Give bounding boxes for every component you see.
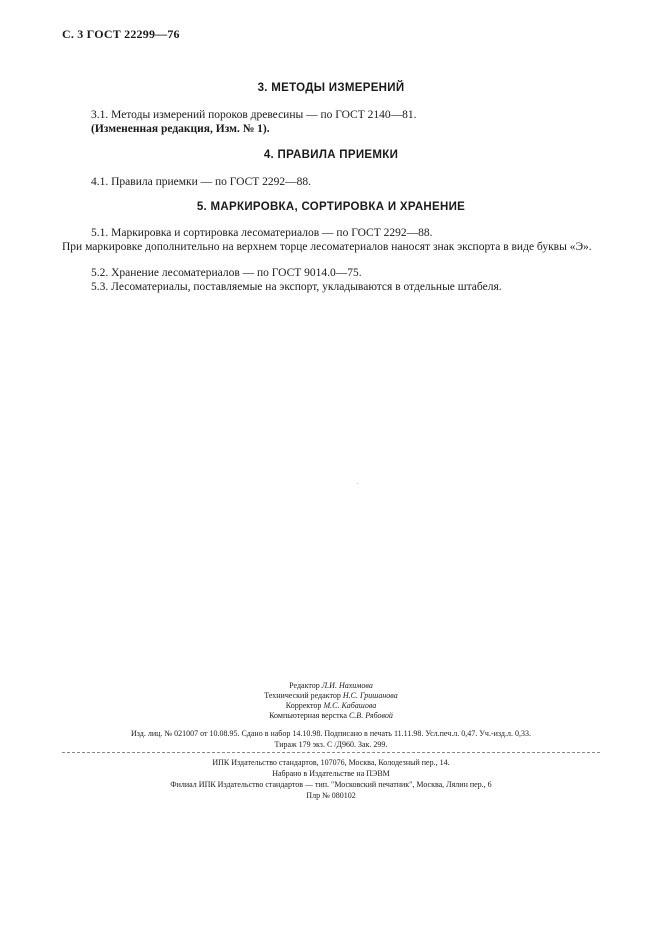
paragraph-5-3: 5.3. Лесоматериалы, поставляемые на экспорт, укладываются в отдельные штабеля. — [91, 281, 502, 293]
section-title-acceptance: 4. ПРАВИЛА ПРИЕМКИ — [263, 149, 399, 161]
publisher-line-3: Филиал ИПК Издательство стандартов — тип. "Московский печатник", Москва, Лялин пер., 6 — [170, 780, 492, 789]
imprint-proofreader: Корректор М.С. Кабашова — [285, 701, 377, 710]
section-title-marking: 5. МАРКИРОВКА, СОРТИРОВКА И ХРАНЕНИЕ — [196, 201, 466, 213]
amendment-note: (Измененная редакция, Изм. № 1). — [91, 123, 270, 135]
paragraph-5-2: 5.2. Хранение лесоматериалов — по ГОСТ 9014.0—75. — [91, 267, 362, 279]
page-header: С. 3 ГОСТ 22299—76 — [62, 27, 180, 41]
imprint-editor: Редактор Л.И. Нахимова — [289, 681, 373, 690]
print-info-line-2: Тираж 179 экз. С /Д960. Зак. 299. — [274, 740, 388, 749]
scan-speck — [357, 483, 358, 484]
print-info-line-1: Изд. лиц. № 021007 от 10.08.95. Сдано в набор 14.10.98. Подписано в печать 11.11.98. Усл.печ.л. 0,47. Уч.-изд.л. 0,33. — [131, 729, 531, 738]
paragraph-5-1: 5.1. Маркировка и сортировка лесоматериалов — по ГОСТ 2292—88. — [91, 227, 433, 239]
section-title-methods: 3. МЕТОДЫ ИЗМЕРЕНИЙ — [257, 82, 405, 94]
imprint-tech-editor: Технический редактор Н.С. Гришанова — [264, 691, 398, 700]
publisher-line-4: Плр № 080102 — [306, 791, 356, 800]
imprint-layout: Компьютерная верстка С.В. Рябовой — [269, 711, 393, 720]
divider — [62, 752, 600, 753]
publisher-line-2: Набрано в Издательстве на ПЭВМ — [272, 769, 390, 778]
paragraph-5-1-continued: При маркировке дополнительно на верхнем торце лесоматериалов наносят знак экспорта в виде буквы «Э». — [62, 241, 592, 253]
paragraph-3-1: 3.1. Методы измерений пороков древесины — по ГОСТ 2140—81. — [91, 109, 417, 121]
paragraph-4-1: 4.1. Правила приемки — по ГОСТ 2292—88. — [91, 176, 312, 188]
publisher-line-1: ИПК Издательство стандартов, 107076, Москва, Колодезный пер., 14. — [212, 758, 450, 767]
